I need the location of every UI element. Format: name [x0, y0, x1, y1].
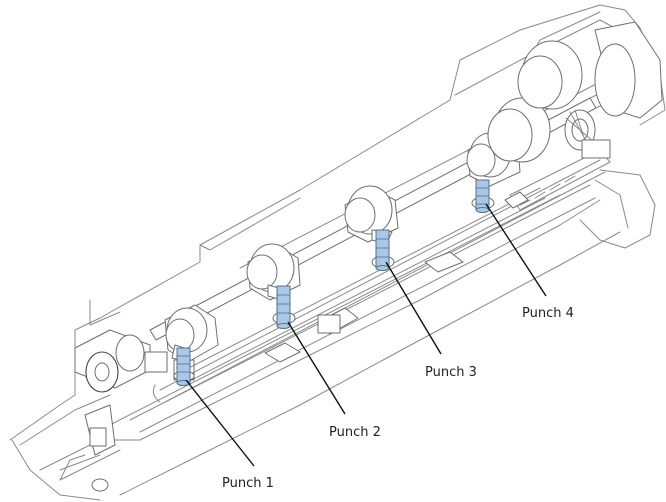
label-punch-2: Punch 2 — [329, 425, 381, 440]
left-end-assembly — [60, 330, 167, 491]
cam-2 — [247, 244, 300, 300]
label-punch-1: Punch 1 — [222, 476, 274, 491]
leader-line-punch-3 — [386, 262, 441, 354]
leader-line-punch-1 — [186, 380, 254, 466]
leader-line-punch-2 — [288, 322, 345, 414]
right-end-assembly — [488, 22, 662, 162]
cam-1 — [165, 305, 218, 362]
label-punch-3: Punch 3 — [425, 365, 477, 380]
label-punch-4: Punch 4 — [522, 306, 574, 321]
